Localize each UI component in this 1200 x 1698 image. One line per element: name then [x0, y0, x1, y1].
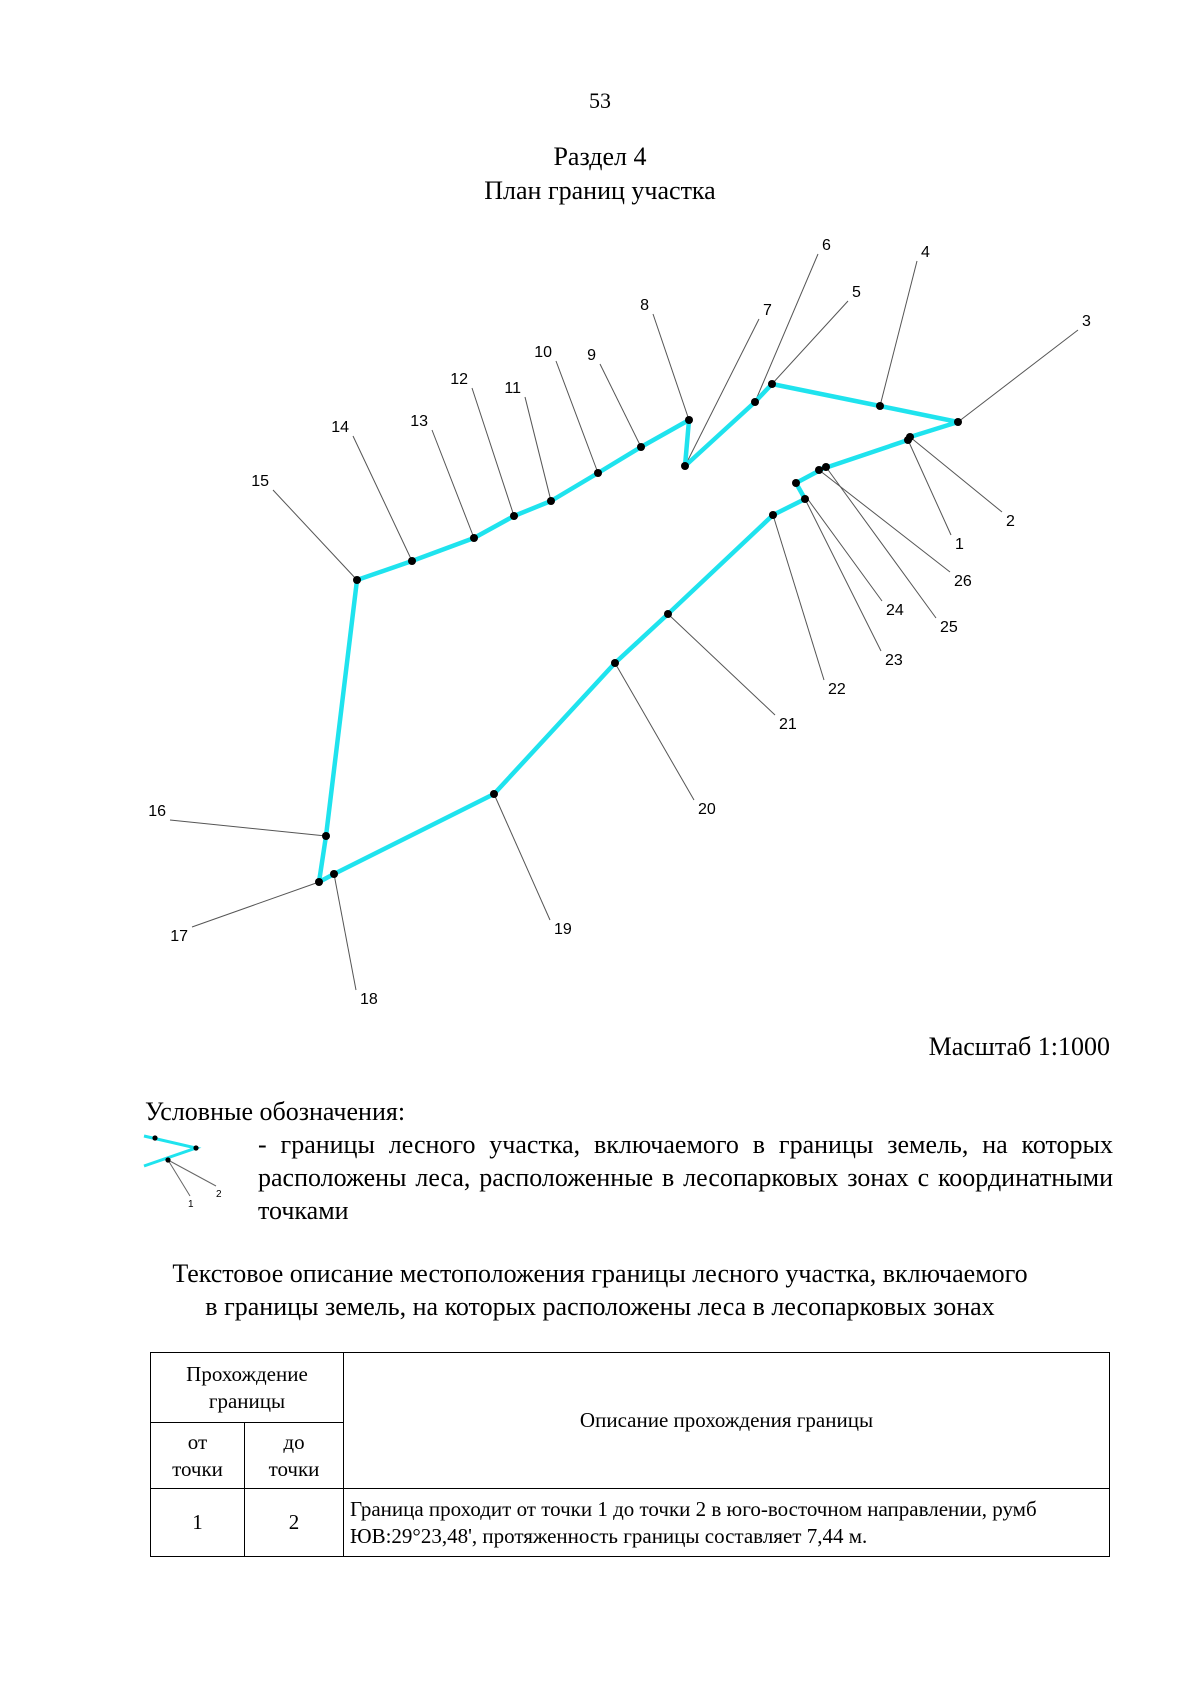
leader-line-14: [353, 436, 412, 561]
legend-sample-point: [152, 1135, 157, 1140]
header-description: Описание прохождения границы: [344, 1353, 1110, 1489]
leader-line-20: [615, 663, 694, 800]
boundary-point-23: [801, 495, 809, 503]
leader-line-6: [755, 254, 818, 402]
boundary-point-21: [664, 610, 672, 618]
leader-line-4: [880, 261, 917, 406]
cell-from: 1: [151, 1489, 245, 1557]
leader-line-7: [685, 319, 759, 466]
leader-line-19: [494, 794, 550, 920]
legend-sample-point: [193, 1145, 198, 1150]
legend-heading: Условные обозначения:: [145, 1097, 406, 1126]
point-label-13: 13: [410, 413, 428, 430]
cell-to: 2: [245, 1489, 344, 1557]
page-number: 53: [589, 88, 611, 113]
point-label-12: 12: [450, 371, 468, 388]
description-title-line-1: Текстовое описание местоположения границы лесного участка, включаемого: [172, 1259, 1028, 1288]
point-label-2: 2: [1006, 513, 1015, 530]
boundary-point-11: [547, 497, 555, 505]
leader-line-5: [772, 301, 848, 384]
boundary-point-22: [769, 511, 777, 519]
section-title: Раздел 4: [553, 142, 647, 171]
boundary-point-9: [637, 443, 645, 451]
point-label-24: 24: [886, 602, 904, 619]
cell-description: Граница проходит от точки 1 до точки 2 в юго-восточном направлении, румб ЮВ:29°23,48', протяженность границы составляет 7,44 м.: [344, 1489, 1110, 1557]
header-passage: [151, 1353, 344, 1423]
leader-line-24: [796, 483, 882, 601]
boundary-point-5: [768, 380, 776, 388]
point-label-20: 20: [698, 801, 716, 818]
section-subtitle: План границ участка: [484, 176, 716, 205]
legend-sample-label-1: 1: [188, 1199, 194, 1210]
boundary-polygon: [319, 384, 958, 882]
point-label-17: 17: [170, 928, 188, 945]
boundary-point-25: [822, 463, 830, 471]
header-to-text: до точки: [268, 1429, 320, 1481]
leader-line-3: [958, 330, 1078, 422]
point-label-1: 1: [955, 536, 964, 553]
boundary-point-24: [792, 479, 800, 487]
leader-line-23: [805, 499, 881, 651]
scale-label: Масштаб 1:1000: [928, 1032, 1110, 1061]
point-label-4: 4: [921, 244, 930, 261]
point-label-22: 22: [828, 681, 846, 698]
leader-line-8: [653, 314, 689, 420]
point-label-16: 16: [148, 803, 166, 820]
boundary-point-8: [685, 416, 693, 424]
point-label-3: 3: [1082, 313, 1091, 330]
boundary-point-10: [594, 469, 602, 477]
boundary-point-7: [681, 462, 689, 470]
leader-line-16: [170, 820, 326, 836]
point-label-11: 11: [504, 380, 521, 397]
boundary-point-12: [510, 512, 518, 520]
point-label-7: 7: [763, 302, 772, 319]
leader-line-22: [773, 515, 824, 680]
point-label-18: 18: [360, 991, 378, 1008]
point-label-15: 15: [251, 473, 269, 490]
leader-line-17: [192, 882, 319, 927]
leader-line-13: [432, 430, 474, 538]
boundary-point-13: [470, 534, 478, 542]
boundary-point-26: [815, 466, 823, 474]
leader-line-12: [472, 388, 514, 516]
point-label-8: 8: [640, 297, 649, 314]
boundary-point-15: [353, 576, 361, 584]
point-label-19: 19: [554, 921, 572, 938]
header-from: [151, 1423, 245, 1489]
legend-description: - границы лесного участка, включаемого в границы земель, на которых расположены леса, расположенные в лесопарковых зонах с координатными точками: [258, 1130, 1113, 1225]
boundary-point-3: [954, 418, 962, 426]
point-label-9: 9: [587, 347, 596, 364]
point-label-25: 25: [940, 619, 958, 636]
point-label-26: 26: [954, 573, 972, 590]
leader-line-15: [273, 490, 357, 580]
boundary-point-18: [330, 870, 338, 878]
legend-sample-leader-2: [168, 1160, 216, 1186]
point-label-23: 23: [885, 652, 903, 669]
legend-sample-point: [165, 1157, 170, 1162]
boundary-point-14: [408, 557, 416, 565]
header-to: [245, 1423, 344, 1489]
description-title-line-2: в границы земель, на которых расположены леса в лесопарковых зонах: [205, 1292, 995, 1321]
boundary-point-16: [322, 832, 330, 840]
leader-line-18: [334, 874, 356, 990]
legend-sample-label-2: 2: [216, 1189, 222, 1200]
table-header-row: [151, 1353, 1110, 1423]
leader-line-25: [826, 467, 936, 618]
boundary-point-17: [315, 878, 323, 886]
leader-line-21: [668, 614, 775, 715]
leader-line-26: [819, 470, 950, 572]
boundary-point-6: [751, 398, 759, 406]
point-label-5: 5: [852, 284, 861, 301]
point-label-14: 14: [331, 419, 349, 436]
description-title: [0, 1257, 1200, 1323]
boundary-point-2: [906, 433, 914, 441]
boundary-point-4: [876, 402, 884, 410]
legend-sample-icon: [138, 1128, 238, 1228]
point-label-6: 6: [822, 237, 831, 254]
header-passage-text: Прохождение границы: [186, 1361, 308, 1413]
leader-line-9: [600, 364, 641, 447]
leader-line-1: [908, 440, 951, 535]
leader-line-11: [525, 397, 551, 501]
boundary-description-table: [150, 1352, 1110, 1557]
header-from-text: от точки: [172, 1429, 223, 1481]
point-label-21: 21: [779, 716, 797, 733]
point-label-10: 10: [534, 344, 552, 361]
boundary-point-19: [490, 790, 498, 798]
leader-line-10: [556, 361, 598, 473]
table-row: [151, 1489, 1110, 1557]
boundary-point-20: [611, 659, 619, 667]
